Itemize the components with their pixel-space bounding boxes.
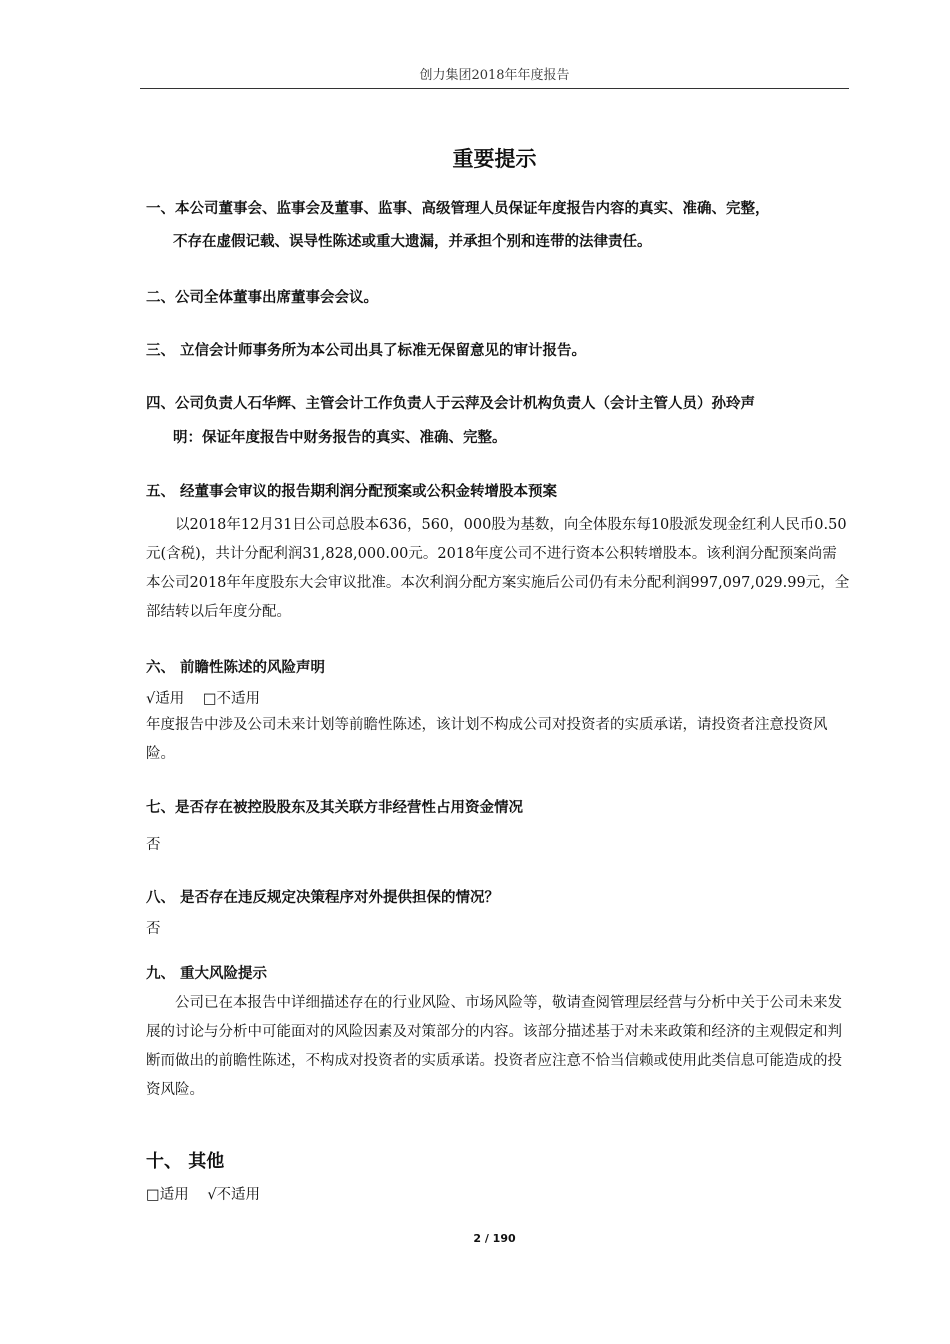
item-5-body: 以2018年12月31日公司总股本636，560，000股为基数，向全体股东每10股派发现金红利人民币0.50元(含税)，共计分配利润31,828,000.00元。2018年度公司不进行资本公积转增股本。该利润分配预案尚需本公司2018年年度股东大会审议批准。本次利润分配方案实施后公司仍有未分配利润997,097,029.99元，全部结转以后年度分配。 <box>146 517 850 620</box>
page-number: 2 / 190 <box>473 1232 516 1245</box>
item-5-heading: 五、 经董事会审议的报告期利润分配预案或公积金转增股本预案 <box>146 484 558 500</box>
item-3: 三、 立信会计师事务所为本公司出具了标准无保留意见的审计报告。 <box>146 343 587 359</box>
item-7-answer: 否 <box>146 837 161 853</box>
item-10-heading: 十、 其他 <box>146 1151 225 1172</box>
item-1-line-1: 一、本公司董事会、监事会及董事、监事、高级管理人员保证年度报告内容的真实、准确、完整， <box>146 201 770 217</box>
item-6-body: 年度报告中涉及公司未来计划等前瞻性陈述，该计划不构成公司对投资者的实质承诺，请投资者注意投资风险。 <box>146 717 828 762</box>
item-10-not-applicable-checked: √不适用 <box>207 1187 261 1203</box>
item-10-checkboxes <box>146 1183 274 1204</box>
item-6-checkboxes <box>146 687 274 708</box>
item-6-applicable-checked: √适用 <box>146 691 185 707</box>
item-4-line-2: 明：保证年度报告中财务报告的真实、准确、完整。 <box>173 430 507 446</box>
page-header: 创力集团2018年年度报告 <box>419 68 570 83</box>
item-2: 二、公司全体董事出席董事会会议。 <box>146 290 378 306</box>
item-6-heading: 六、 前瞻性陈述的风险声明 <box>146 660 326 676</box>
item-7-heading: 七、是否存在被控股股东及其关联方非经营性占用资金情况 <box>146 800 523 816</box>
header-rule <box>140 88 849 89</box>
item-1-line-2: 不存在虚假记载、误导性陈述或重大遗漏，并承担个别和连带的法律责任。 <box>173 234 652 250</box>
item-8-answer: 否 <box>146 921 161 937</box>
item-10-applicable-unchecked: □适用 <box>146 1187 189 1203</box>
item-9-heading: 九、 重大风险提示 <box>146 966 268 982</box>
item-4-line-1: 四、公司负责人石华辉、主管会计工作负责人于云萍及会计机构负责人（会计主管人员）孙玲声 <box>146 396 755 412</box>
item-8-heading: 八、 是否存在违反规定决策程序对外提供担保的情况？ <box>146 890 500 906</box>
page-title: 重要提示 <box>452 147 537 171</box>
item-6-not-applicable-unchecked: □不适用 <box>202 691 261 707</box>
item-9-body: 公司已在本报告中详细描述存在的行业风险、市场风险等，敬请查阅管理层经营与分析中关于公司未来发展的讨论与分析中可能面对的风险因素及对策部分的内容。该部分描述基于对未来政策和经济的主观假定和判断而做出的前瞻性陈述，不构成对投资者的实质承诺。投资者应注意不恰当信赖或使用此类信息可能造成的投资风险。 <box>146 995 842 1098</box>
